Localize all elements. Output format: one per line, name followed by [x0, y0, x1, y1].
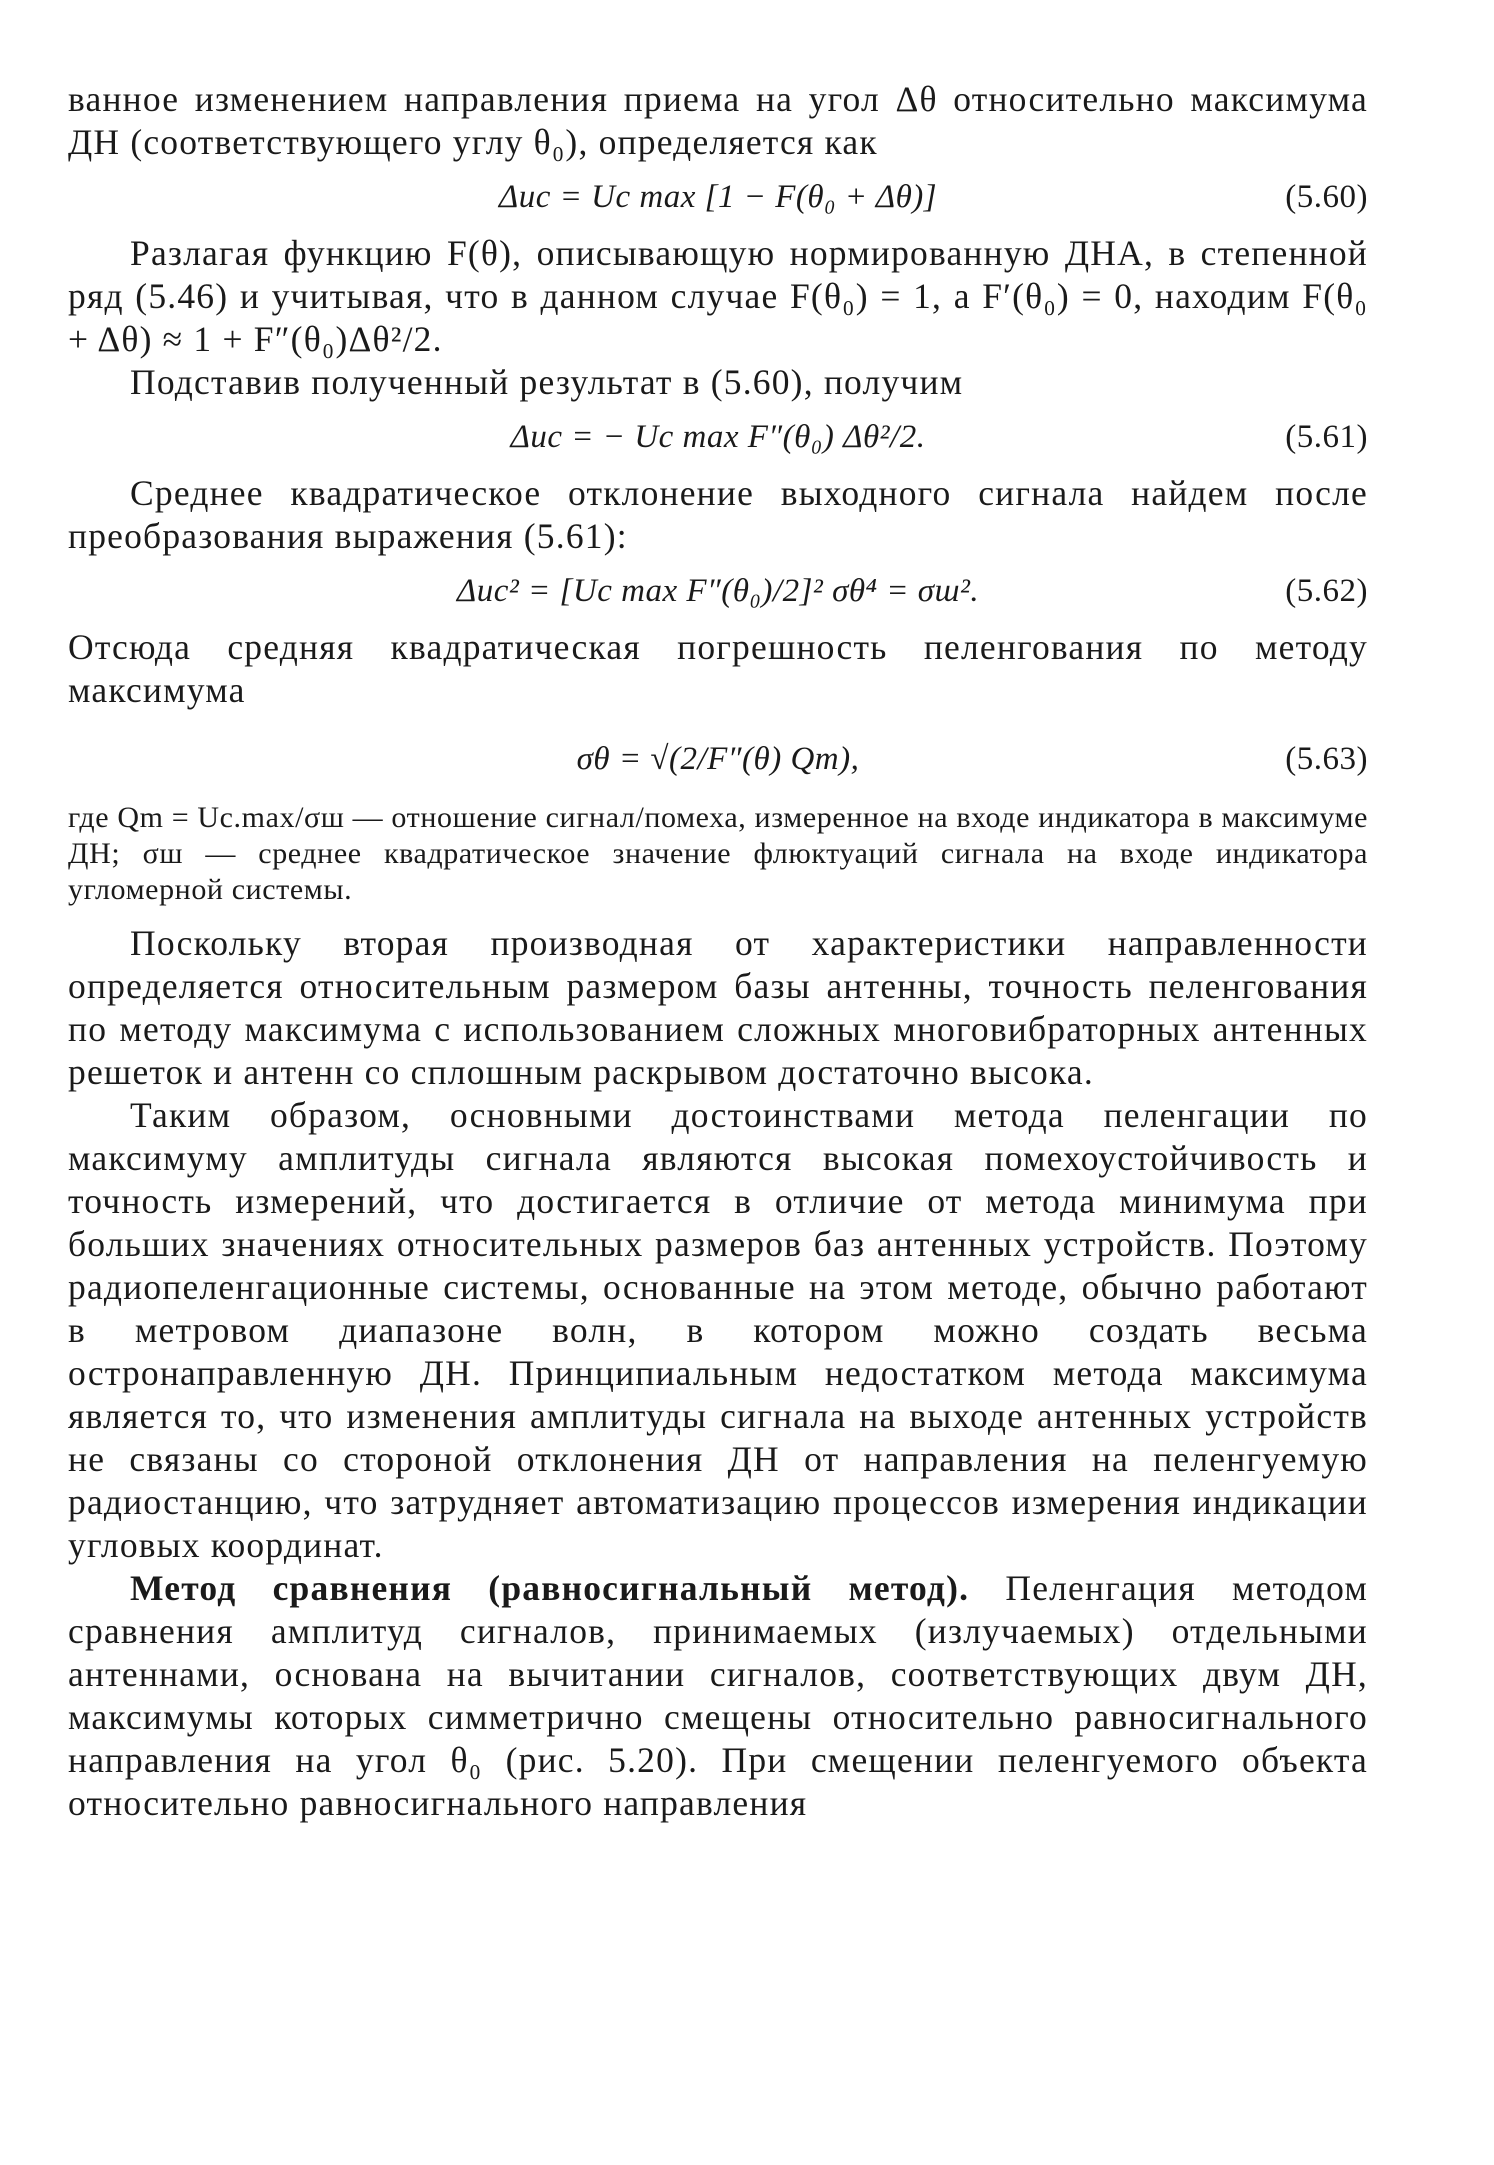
equation-formula: Δuс² = [Uс max F″(θ₀)/2]² σθ⁴ = σш². — [456, 573, 980, 609]
equation-5-63 — [68, 734, 1368, 784]
equation-formula: σθ = √(2/F″(θ) Qm), — [576, 741, 860, 777]
section-heading: Метод сравнения (равносигнальный метод). — [130, 1568, 970, 1608]
paragraph-2: Разлагая функцию F(θ), описывающую нормированную ДНА, в степенной ряд (5.46) и учитывая, что в данном случае F(θ₀) = 1, а F′(θ₀) = 0, находим F(θ₀ + Δθ) ≈ 1 + F″(θ₀)Δθ²/2. — [68, 233, 1368, 359]
equation-formula: Δuс = Uс max [1 − F(θ₀ + Δθ)] — [498, 179, 938, 215]
paragraph-5: Отсюда средняя квадратическая погрешность пеленгования по методу максимума — [68, 627, 1368, 710]
paragraph-7: Таким образом, основными достоинствами метода пеленгации по максимуму амплитуды сигнала являются высокая помехоустойчивость и точность измерений, что достигается в отличие от метода минимума при больших значениях относительных размеров баз антенных устройств. Поэтому радиопеленгационные системы, основанные на этом методе, обычно работают в метровом диапазоне волн, в котором можно создать весьма остронаправленную ДН. Принципиальным недостатком метода максимума является то, что изменения амплитуды сигнала на выходе антенных устройств не связаны со стороной отклонения ДН от направления на пеленгуемую радиостанцию, что затрудняет автоматизацию процессов измерения индикации угловых координат. — [68, 1095, 1368, 1565]
equation-number: (5.61) — [1285, 419, 1368, 455]
equation-number: (5.62) — [1285, 573, 1368, 609]
equation-number: (5.63) — [1285, 741, 1368, 777]
equation-5-60 — [68, 172, 1368, 222]
paragraph-1: ванное изменением направления приема на угол Δθ относительно максимума ДН (соответствующего углу θ₀), определяется как — [68, 79, 1368, 162]
paragraph-3: Подставив полученный результат в (5.60), получим — [130, 362, 964, 402]
equation-5-62 — [68, 566, 1368, 616]
paragraph-6: Поскольку вторая производная от характеристики направленности определяется относительным размером базы антенны, точность пеленгования по методу максимума с использованием сложных многовибраторных антенных решеток и антенн со сплошным раскрывом достаточно высока. — [68, 923, 1368, 1092]
paragraph-8-text: Пеленгация методом сравнения амплитуд сигналов, принимаемых (излучаемых) отдельными антеннами, основана на вычитании сигналов, соответствующих двум ДН, максимумы которых симметрично смещены относительно равносигнального направления на угол θ₀ (рис. 5.20). При смещении пеленгуемого объекта относительно равносигнального направления — [68, 1568, 1369, 1823]
footnote-definitions: где Qm = Uс.max/σш — отношение сигнал/помеха, измеренное на входе индикатора в максимуме ДН; σш — среднее квадратическое значение флюктуаций сигнала на входе индикатора угломерной системы. — [68, 801, 1368, 906]
equation-formula: Δuс = − Uс max F″(θ₀) Δθ²/2. — [510, 419, 926, 455]
paragraph-8 — [68, 1567, 1368, 1825]
paragraph-4: Среднее квадратическое отклонение выходного сигнала найдем после преобразования выражения (5.61): — [68, 473, 1368, 556]
document-page — [68, 78, 1368, 1825]
equation-5-61 — [68, 412, 1368, 462]
equation-number: (5.60) — [1285, 179, 1368, 215]
